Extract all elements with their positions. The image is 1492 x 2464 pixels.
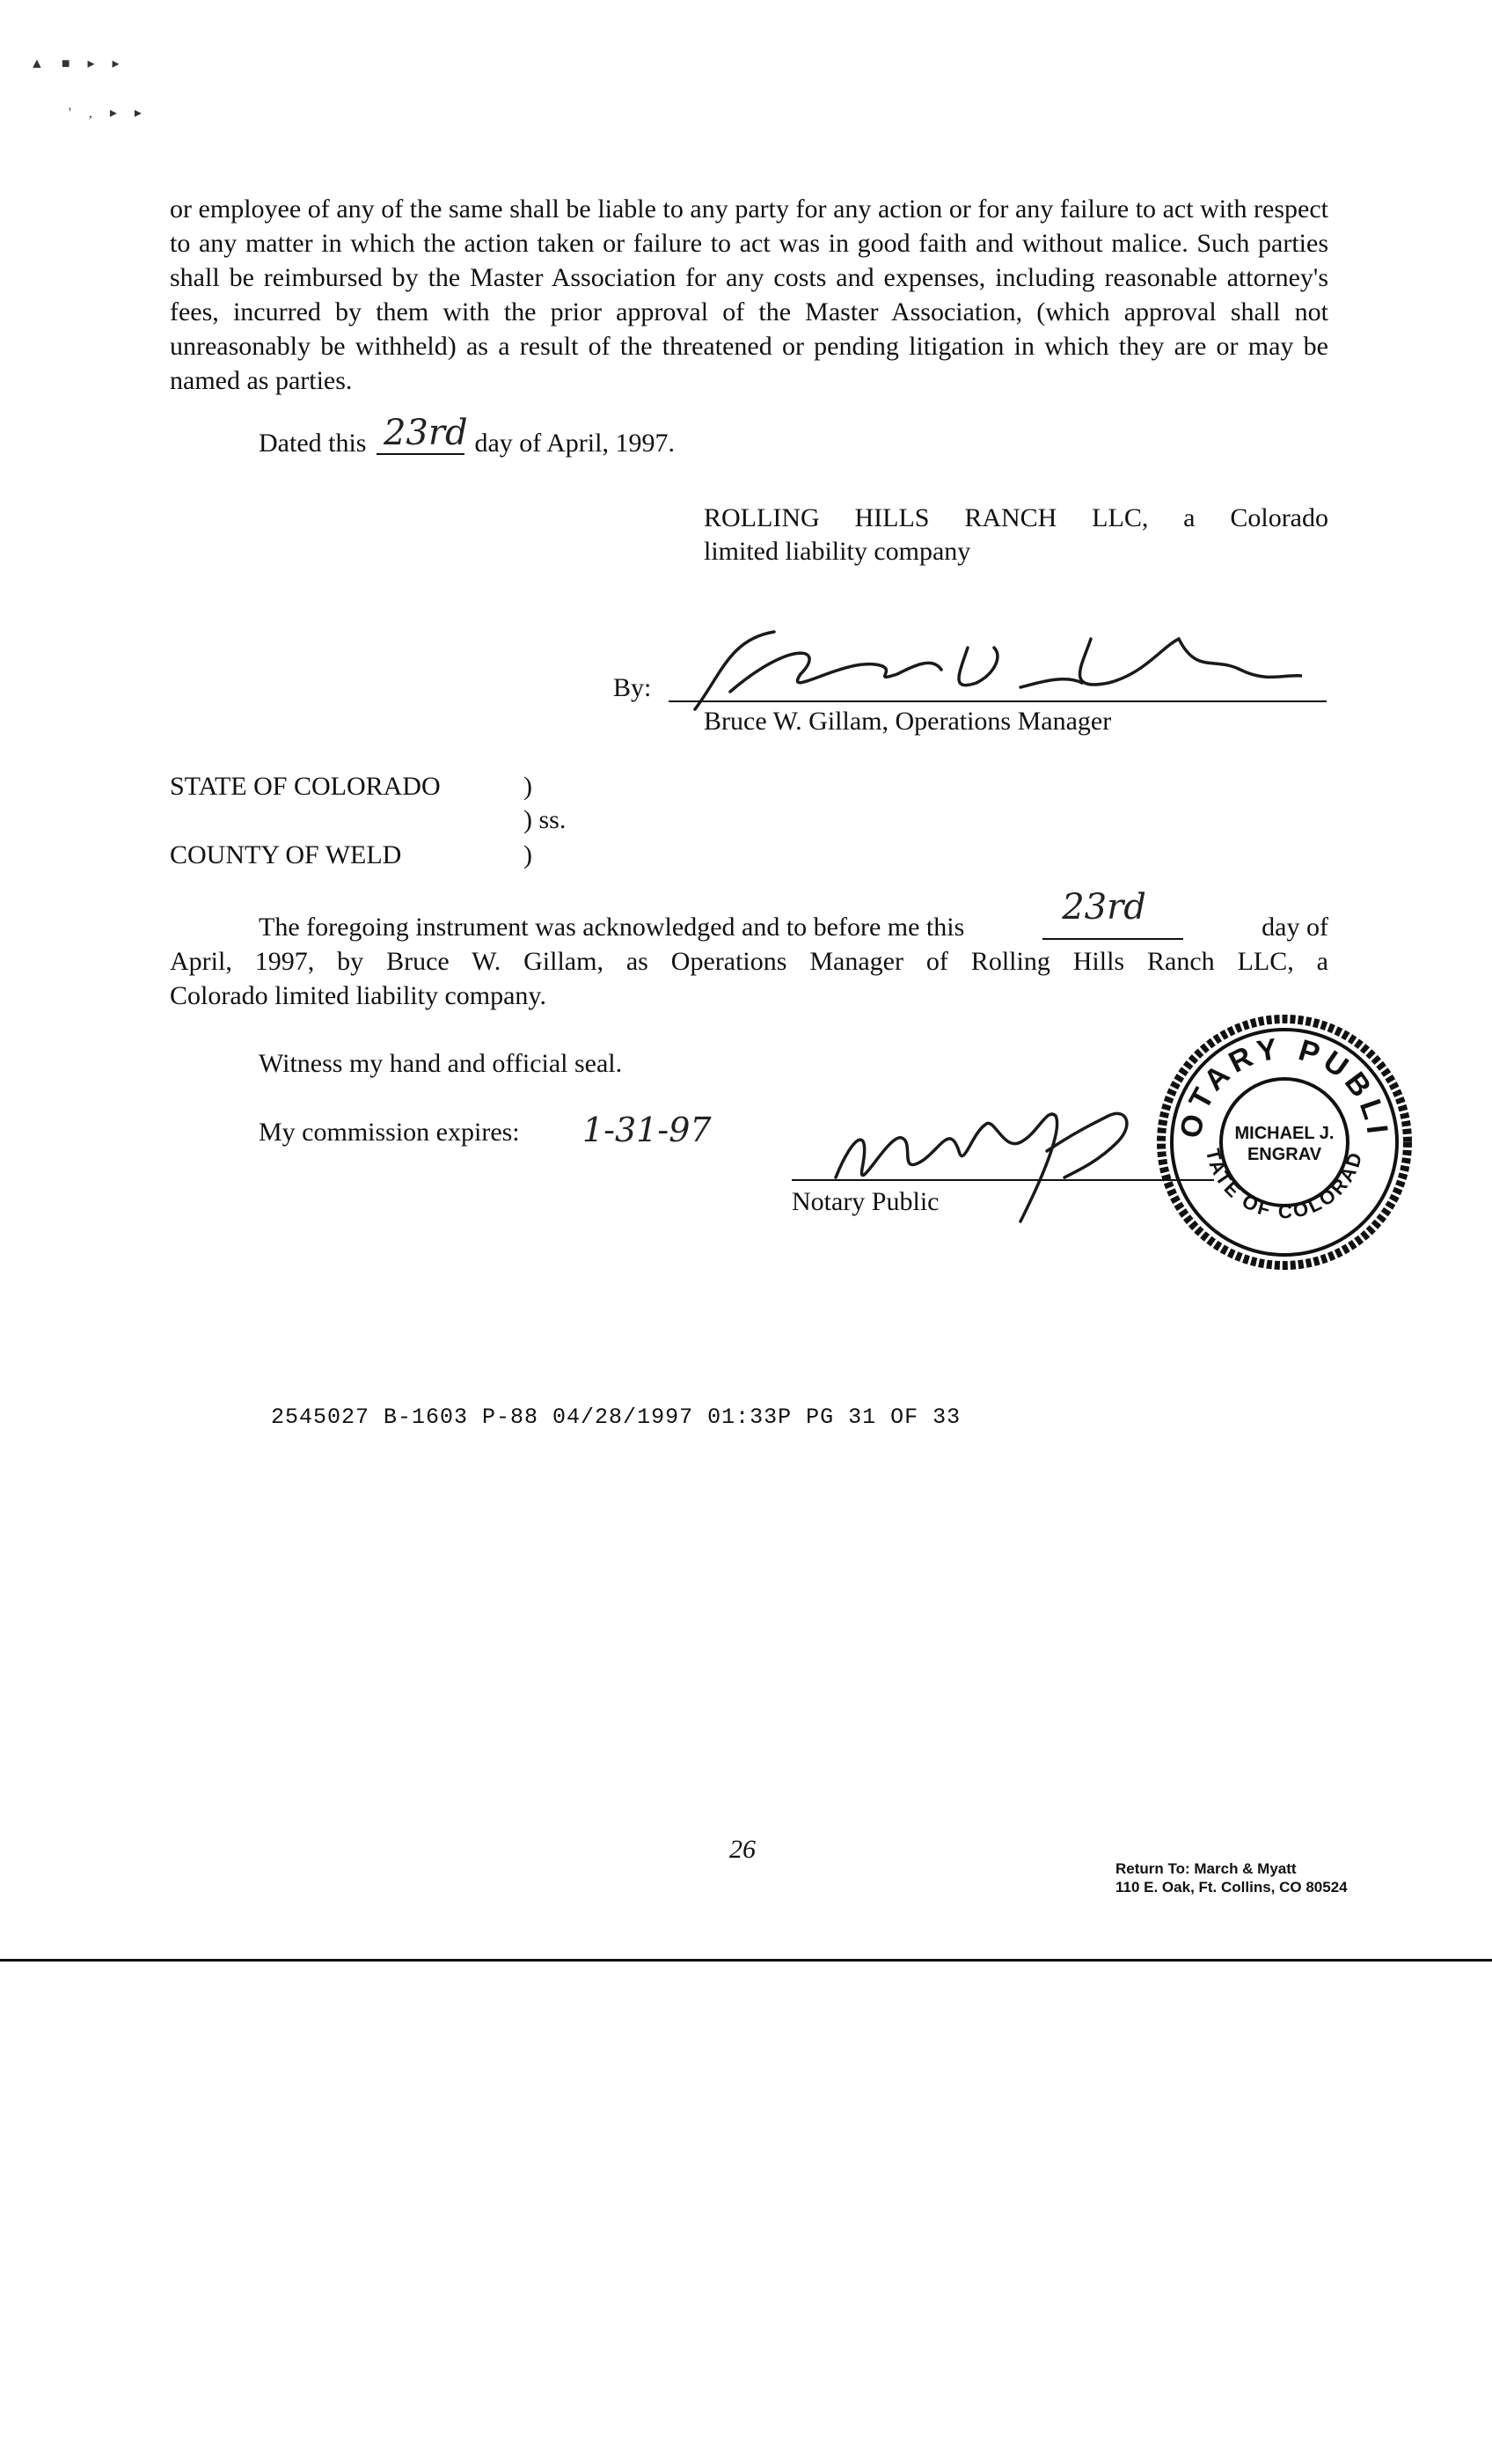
signature-line xyxy=(669,700,1327,702)
venue-county: COUNTY OF WELD xyxy=(170,840,402,869)
ack-line-2: April, 1997, by Bruce W. Gillam, as Operations Manager of Rolling Hills Ranch LLC, a xyxy=(170,947,1328,976)
notary-seal xyxy=(1152,1010,1416,1274)
notary-label: Notary Public xyxy=(792,1187,940,1216)
dated-suffix: day of April, 1997. xyxy=(474,429,675,458)
dated-handwritten-day: 23rd xyxy=(383,413,468,453)
ack-line-3: Colorado limited liability company. xyxy=(170,981,546,1010)
margin-marks-top: ▲ ■ ▸ ▸ xyxy=(30,56,127,71)
seal-top-text: OTARY PUBLI xyxy=(1174,1031,1395,1141)
venue-ss: ) ss. xyxy=(523,805,567,834)
dated-line xyxy=(259,413,675,460)
venue-paren-top: ) xyxy=(523,772,532,801)
seal-bottom-text: TATE OF COLORAD xyxy=(1201,1146,1367,1223)
by-label: By: xyxy=(613,673,652,702)
venue-state: STATE OF COLORADO xyxy=(170,772,441,801)
notary-signature-line xyxy=(792,1179,1214,1181)
venue-paren-bottom: ) xyxy=(523,840,532,869)
commission-label: My commission expires: xyxy=(259,1118,520,1147)
ack-day-blank xyxy=(1042,887,1183,940)
witness-line: Witness my hand and official seal. xyxy=(259,1049,623,1078)
seal-name-line-2: ENGRAV xyxy=(1247,1145,1322,1164)
return-to-line-2: 110 E. Oak, Ft. Collins, CO 80524 xyxy=(1115,1879,1348,1896)
page-number: 26 xyxy=(729,1835,756,1864)
return-to-line-1: Return To: March & Myatt xyxy=(1115,1860,1297,1877)
company-line-1: ROLLING HILLS RANCH LLC, a Colorado xyxy=(704,503,1328,532)
body-paragraph: or employee of any of the same shall be liable to any party for any action or for any failure to act with respect to any matter in which the action taken or failure to act was in good faith and without malice. Such parties shall be reimbursed by the Master Association for any costs and expenses, including reasonable attorney's fees, incurred by them with the prior approval of the Master Association, (which approval shall not unreasonably be withheld) as a result of the threatened or pending litigation in which they are or may be named as parties. xyxy=(170,194,1328,395)
dated-prefix: Dated this xyxy=(259,429,367,458)
ack-prefix: The foregoing instrument was acknowledged and to before me this xyxy=(259,913,965,942)
commission-handwritten-date: 1-31-97 xyxy=(582,1111,712,1149)
ack-line-1 xyxy=(259,887,1328,944)
ack-suffix: day of xyxy=(1262,913,1328,942)
margin-marks-second: ' , ▸ ▸ xyxy=(69,106,149,121)
ack-handwritten-day: 23rd xyxy=(1062,887,1146,928)
recording-stamp: 2545027 B-1603 P-88 04/28/1997 01:33P PG 31 OF 33 xyxy=(271,1404,962,1430)
page-bottom-rule xyxy=(0,1959,1492,1962)
dated-day-blank xyxy=(377,413,468,455)
company-line-2: limited liability company xyxy=(704,537,971,566)
signer-name: Bruce W. Gillam, Operations Manager xyxy=(704,707,1112,736)
seal-name-line-1: MICHAEL J. xyxy=(1234,1124,1335,1143)
